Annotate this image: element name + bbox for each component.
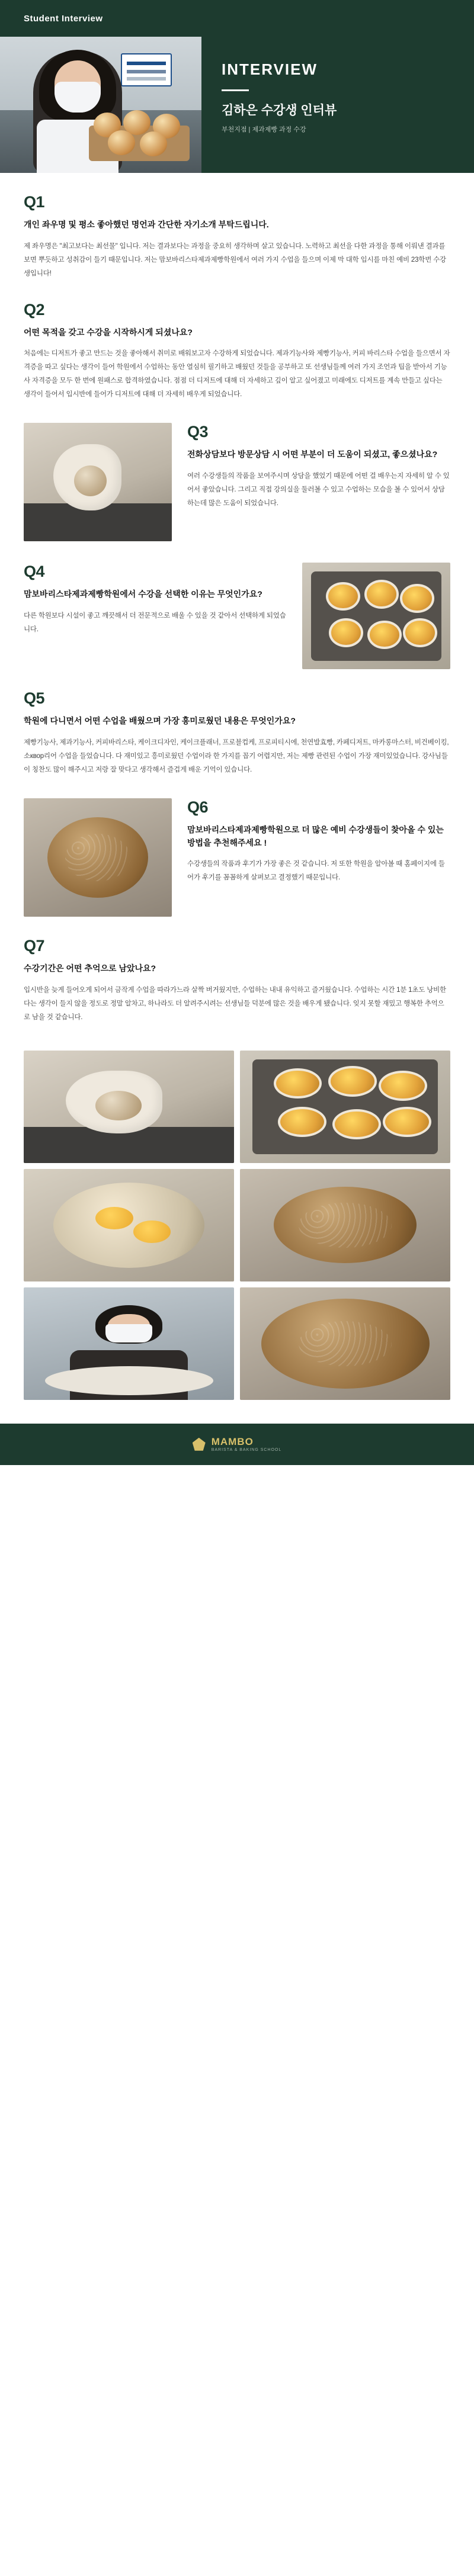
answer-body: 수강생들의 작품과 후기가 가장 좋은 것 같습니다. 저 또한 학원을 알아볼 때 홈페이지에 들어가 후기를 꼼꼼하게 살펴보고 결정했기 때문입니다.: [187, 860, 445, 882]
photo-muffin: [328, 1066, 377, 1096]
footer-brand-sub: BARISTA & BAKING SCHOOL: [211, 1448, 282, 1453]
photo-column: [24, 423, 172, 541]
gallery-bread-closeup-photo: [240, 1287, 450, 1400]
photo-yolk: [95, 1207, 133, 1229]
question-title: 학원에 다니면서 어떤 수업을 배웠으며 가장 흥미로웠던 내용은 무엇인가요?: [24, 716, 296, 726]
hero-portrait-photo: [0, 37, 201, 173]
gallery-egg-mixing-photo: [24, 1169, 234, 1281]
hero-text: [201, 37, 474, 173]
question-label: Q1: [24, 193, 45, 211]
qa-block-q6: [187, 798, 450, 885]
hero-kicker: INTERVIEW: [222, 60, 318, 78]
photo-muffin: [383, 1107, 431, 1137]
photo-muffin: [367, 621, 402, 650]
photo-muffin: [403, 618, 437, 647]
question-title: 맘보바리스타제과제빵학원에서 수강을 선택한 이유는 무엇인가요?: [24, 589, 262, 599]
answer-body: 처음에는 디저트가 좋고 만드는 것을 좋아해서 취미로 배워보고자 수강하게 되었습니다. 제과기능사와 제빵기능사, 커피 바리스타 수업을 들으면서 자격증을 따고 싶다는 생각이 들어 학원에서 수업하는 동안 열심히 필기하고 배웠던 것들을 공부하고 또 선생님들께 여러 가지 조언과 팁을 받아서 기능사 자격증을 모두 한 번에 원패스로 합격하였습니다. 점점 더 디저트에 대해 더 자세하고 깊이 알고 싶어졌고 미래에도 디저트를 계속 만들고 싶다는 생각이 들어서 입시반에 들어가 디저트에 대해 더 자세히 배우게 되었습니다.: [24, 350, 450, 399]
photo-gallery: [0, 1024, 474, 1400]
photo-loaf-texture: [299, 1203, 391, 1248]
gallery-muffin-tray-photo: [240, 1051, 450, 1163]
photo-muffin: [329, 618, 363, 647]
photo-muffin: [400, 584, 434, 613]
question-label: Q2: [24, 300, 45, 319]
answer-body: 제 좌우명은 "최고보다는 최선물" 입니다. 저는 결과보다는 과정을 중요히 생각하며 살고 있습니다. 노력하고 최선을 다한 과정을 통해 이뤄낸 결과를 보면 뿌듯하고 성취감이 들기 때문입니다. 저는 맘보바리스타제과제빵학원에서 여러 가지 수업을 들으며 이제 막 대학 입시를 마친 예비 23학번 수강생입니다!: [24, 242, 446, 277]
qa-row-q4: [24, 541, 450, 669]
question-label: Q3: [187, 423, 209, 441]
qa-block-q5: [24, 669, 450, 777]
question-label: Q7: [24, 937, 45, 955]
gallery-hands-muffin-photo: [24, 1051, 234, 1163]
baked-bread-photo: [24, 798, 172, 917]
qa-row-q3: [24, 402, 450, 541]
photo-column: [302, 563, 450, 669]
answer-body: 여러 수강생들의 작품을 보여주시며 상담을 했었기 때문에 어떤 걸 배우는지 자세히 알 수 있어서 좋았습니다. 그리고 직접 강의실을 둘러볼 수 있고 수업하는 모습을 볼 수 있어서 상담하는데 많은 도움이 되었습니다.: [187, 473, 450, 508]
qa-block-q7: [24, 917, 450, 1024]
gallery-bread-photo: [240, 1169, 450, 1281]
qa-block-q1: [24, 173, 450, 281]
question-title: 전화상담보다 방문상담 시 어떤 부분이 더 도움이 되셨고, 좋으셨나요?: [187, 449, 438, 460]
photo-person-mask: [105, 1324, 152, 1342]
qa-block-q2: [24, 281, 450, 402]
photo-muffin: [332, 1109, 381, 1139]
photo-yolk: [133, 1220, 171, 1243]
mambo-logo-icon: [193, 1438, 206, 1451]
dough-shaping-photo: [24, 423, 172, 541]
answer-body: 제빵기능사, 제과기능사, 커피바리스타, 케이크디자인, 케이크플래너, 프로블컵케, 프로피티시에, 천연발효빵, 카페디저트, 마카롱마스터, 비건베이킹, 소квор리어 수업을 들었습니다. 다 재미있고 흥미로웠던 수업이라 한 가지를 꼽기 어렵지만, 저는 제빵 관련된 수업이 가장 재미있었습니다. 강사님들이 칭찬도 많이 해주시고 저랑 잘 맞다고 생각해서 즐겁게 배운 기억이 있습니다.: [24, 739, 449, 774]
photo-bun: [140, 131, 167, 156]
question-label: Q6: [187, 798, 209, 817]
photo-plate: [45, 1366, 213, 1395]
muffin-pan-photo: [302, 563, 450, 669]
footer-brand-name: MAMBO: [211, 1436, 254, 1448]
photo-loaf-texture: [299, 1321, 391, 1366]
qa-block-q3: [187, 423, 450, 510]
question-label: Q5: [24, 689, 45, 708]
top-bar: [0, 0, 474, 37]
question-label: Q4: [24, 563, 45, 581]
hero-section: [0, 37, 474, 173]
question-title: 맘보바리스타제과제빵학원으로 더 많은 예비 수강생들이 찾아올 수 있는 방법을 추천해주세요 !: [187, 825, 444, 847]
qa-row-q6: [24, 777, 450, 917]
question-title: 개인 좌우명 및 평소 좋아했던 명언과 간단한 자기소개 부탁드립니다.: [24, 220, 269, 229]
photo-muffin: [278, 1107, 326, 1137]
photo-dough-ball: [95, 1091, 142, 1120]
hero-name: 김하은 수강생 인터뷰: [222, 104, 337, 117]
content-area: [0, 173, 474, 1024]
hero-subtitle: 부천지점 | 제과제빵 과정 수강: [222, 126, 306, 133]
answer-body: 다른 학원보다 시설이 좋고 깨끗해서 더 전문적으로 배울 수 있을 것 같아서 선택하게 되었습니다.: [24, 612, 286, 634]
gallery-student-portrait-photo: [24, 1287, 234, 1400]
question-title: 수강기간은 어떤 추억으로 남았나요?: [24, 963, 156, 974]
footer: [0, 1424, 474, 1465]
qa-block-q4: [24, 563, 287, 637]
answer-body: 입시반을 늦게 들어오게 되어서 금작게 수업을 따라가느라 살짝 버거웠지만, 수업하는 내내 유익하고 즐거웠습니다. 수업하는 시간 1분 1초도 낭비한다는 생각이 들지 않을 정도로 정말 알차고, 하나라도 더 알려주시려는 선생님들 덕분에 많은 것을 배우게 됐습니다. 잊지 못할 재밌고 행복한 추억으로 남을 것 같습니다.: [24, 986, 446, 1021]
hero-divider: [222, 89, 249, 91]
footer-brand-block: [212, 1436, 282, 1452]
top-bar-title: Student Interview: [24, 13, 103, 24]
photo-dough-ball: [74, 465, 107, 496]
photo-loaf-texture: [65, 834, 130, 881]
photo-column: [24, 798, 172, 917]
photo-muffin: [379, 1071, 427, 1101]
photo-certificate: [121, 53, 172, 86]
question-title: 어떤 목적을 갖고 수강을 시작하시게 되셨나요?: [24, 327, 193, 337]
photo-muffin: [364, 580, 399, 609]
photo-muffin: [326, 582, 360, 611]
photo-bun: [108, 130, 135, 155]
